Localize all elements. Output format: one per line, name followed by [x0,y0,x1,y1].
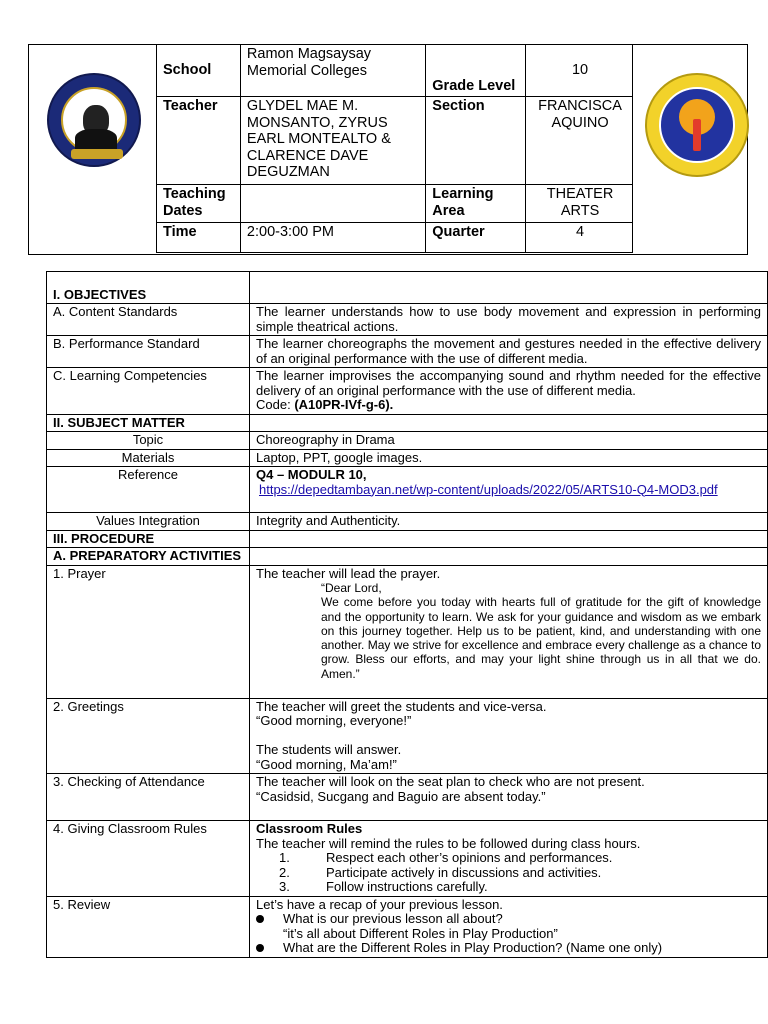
review-label: 5. Review [47,896,250,957]
quarter-value: 4 [526,223,633,253]
classroom-rules-intro: The teacher will remind the rules to be followed during class hours. [256,835,641,851]
materials-value: Laptop, PPT, google images. [250,449,768,467]
greetings-cell [250,698,768,774]
objectives-heading: I. OBJECTIVES [47,272,250,304]
classroom-rules-label: 4. Giving Classroom Rules [47,821,250,897]
learning-competencies-cell [250,368,768,415]
review-intro: Let’s have a recap of your previous lesson. [256,896,503,912]
values-integration-label: Values Integration [47,513,250,531]
prayer-text [321,581,761,681]
greetings-label: 2. Greetings [47,698,250,774]
learning-area-label: Learning Area [426,185,526,223]
section-label: Section [426,97,526,185]
code-value: (A10PR-IVf-g-6). [294,397,394,412]
teaching-dates-label: Teaching Dates [157,185,241,223]
subject-matter-heading: II. SUBJECT MATTER [47,414,250,432]
grade-label: Grade Level [426,45,526,97]
review-question: What is our previous lesson all about? [283,911,503,926]
review-answer: “it’s all about Different Roles in Play Production” [283,925,558,941]
section-value: FRANCISCA AQUINO [526,97,633,185]
procedure-heading: III. PROCEDURE [47,530,250,548]
objectives-empty [250,272,768,304]
list-item [256,866,761,881]
greetings-intro: The teacher will greet the students and vice-versa. [256,698,547,714]
classroom-rules-title: Classroom Rules [256,821,363,836]
greetings-teacher: “Good morning, everyone!” [256,713,412,728]
content-standards-label: A. Content Standards [47,304,250,336]
lesson-plan-table [46,271,768,958]
bullet-icon [256,915,264,923]
reference-title: Q4 – MODULR 10, [256,467,367,482]
procedure-empty [250,530,768,548]
school-label: School [157,45,241,97]
content-standards-text: The learner understands how to use body movement and expression in performing simple theatrical actions. [250,304,768,336]
time-label: Time [157,223,241,253]
bullet-icon [256,944,264,952]
attendance-quote: “Casidsid, Sucgang and Baguio are absent today.” [256,788,546,804]
attendance-cell [250,774,768,821]
topic-value: Choreography in Drama [250,432,768,450]
lesson-info-table [156,44,633,253]
rmmc-seal-icon [47,73,141,167]
code-prefix: Code: [256,397,295,412]
time-value: 2:00-3:00 PM [240,223,425,253]
subject-matter-empty [250,414,768,432]
list-item [256,912,761,927]
prayer-body: We come before you today with hearts full of gratitude for the gift of knowledge and the opportunity to learn. We ask for your guidance and wisdom as we embark on this journey together. Help us to be patient, kind, and understanding with one another. May we strive for excellence and embrace every challenge as a chance to grow. Bless our efforts, and may your light shine through us in all that we do. Amen.” [321,595,761,681]
list-item [256,880,761,895]
list-item [256,941,761,956]
preparatory-empty [250,548,768,566]
topic-label: Topic [47,432,250,450]
learning-competencies-label: C. Learning Competencies [47,368,250,415]
learning-area-value: THEATER ARTS [526,185,633,223]
school-value: Ramon Magsaysay Memorial Colleges [240,45,425,97]
greetings-students-intro: The students will answer. [256,742,402,757]
review-cell [250,896,768,957]
reference-cell [250,467,768,513]
values-integration-value: Integrity and Authenticity. [250,513,768,531]
performance-standard-label: B. Performance Standard [47,336,250,368]
prayer-cell [250,565,768,698]
learning-competencies-text: The learner improvises the accompanying sound and rhythm needed for the effective delivery of an original performance with the use of different media. [256,368,761,398]
performance-standard-text: The learner choreographs the movement and gestures needed in the effective delivery of an original performance with the use of different media. [250,336,768,368]
review-question: What are the Different Roles in Play Production? (Name one only) [283,940,663,955]
competency-code [256,398,761,413]
teaching-dates-value [240,185,425,223]
reference-link[interactable]: https://depedtambayan.net/wp-content/uploads/2022/05/ARTS10-Q4-MOD3.pdf [259,481,718,497]
rule-number: 2. [279,864,290,880]
classroom-rules-cell [250,821,768,897]
rule-text: Respect each other’s opinions and performances. [326,850,613,865]
greetings-students: “Good morning, Ma’am!” [256,756,397,772]
prayer-label: 1. Prayer [47,565,250,698]
classroom-rules-list [256,851,761,895]
grade-value: 10 [526,45,633,97]
reference-label: Reference [47,467,250,513]
preparatory-activities-heading: A. PREPARATORY ACTIVITIES [47,548,250,566]
rule-text: Participate actively in discussions and activities. [326,864,602,880]
materials-label: Materials [47,449,250,467]
teacher-value: GLYDEL MAE M. MONSANTO, ZYRUS EARL MONTEALTO & CLARENCE DAVE DEGUZMAN [240,97,425,185]
prayer-opening: “Dear Lord, [321,581,382,595]
rule-number: 3. [279,879,290,894]
review-questions-2 [256,941,761,956]
list-item [256,851,761,866]
rule-number: 1. [279,850,290,865]
college-of-teacher-education-seal-icon [645,73,749,177]
review-questions [256,912,761,927]
teacher-label: Teacher [157,97,241,185]
quarter-label: Quarter [426,223,526,253]
attendance-label: 3. Checking of Attendance [47,774,250,821]
attendance-intro: The teacher will look on the seat plan to check who are not present. [256,774,645,789]
rule-text: Follow instructions carefully. [326,879,488,894]
prayer-intro: The teacher will lead the prayer. [256,565,441,581]
